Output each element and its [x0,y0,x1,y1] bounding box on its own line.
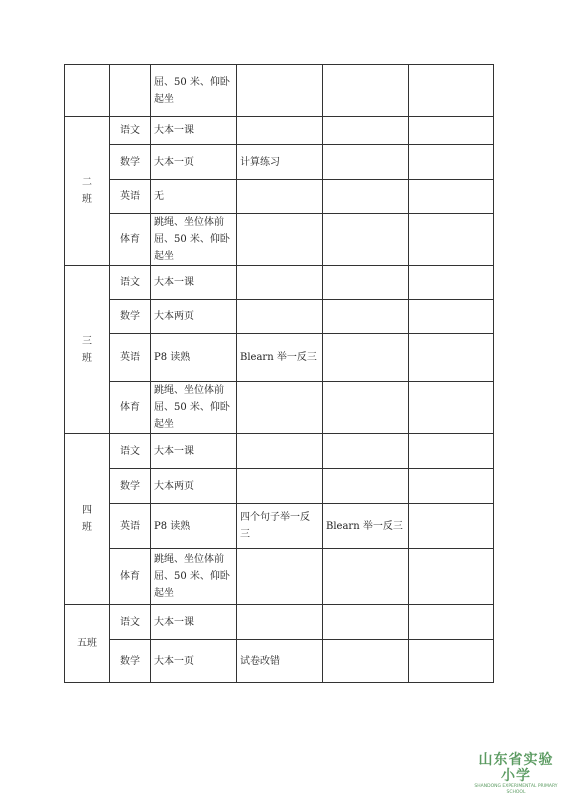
task-cell-1: 无 [151,180,237,214]
subject-cell: 体育 [110,382,151,434]
task-cell-3 [323,640,409,683]
task-cell-1: 跳绳、坐位体前屈、50 米、仰卧起坐 [151,382,237,434]
task-cell-1: 大本一页 [151,640,237,683]
subject-cell: 语文 [110,266,151,300]
task-cell-3 [323,434,409,469]
task-cell-1: 大本一课 [151,117,237,145]
class-cell: 四 班 [65,434,110,605]
task-cell-2 [237,434,323,469]
task-cell-2 [237,214,323,266]
task-cell-4 [409,334,494,382]
class-cell: 三 班 [65,266,110,434]
homework-table [64,64,494,683]
task-cell-3 [323,266,409,300]
table-row [65,334,494,382]
task-cell-2 [237,605,323,640]
school-logo [472,752,560,796]
task-cell-2 [237,266,323,300]
task-cell-4 [409,605,494,640]
task-cell-2 [237,469,323,504]
task-cell-2: 计算练习 [237,145,323,180]
subject-cell: 英语 [110,334,151,382]
task-cell-3 [323,180,409,214]
subject-cell: 体育 [110,214,151,266]
table-row [65,300,494,334]
task-cell-4 [409,214,494,266]
school-logo-english: SHANDONG EXPERIMENTAL PRIMARY SCHOOL [474,784,558,795]
task-cell-3: Blearn 举一反三 [323,504,409,549]
task-cell-1: P8 读熟 [151,334,237,382]
table-row [65,145,494,180]
task-cell-3 [323,334,409,382]
task-cell-2 [237,549,323,605]
task-cell-4 [409,549,494,605]
table-row [65,180,494,214]
task-cell-1: 大本两页 [151,469,237,504]
table-row [65,382,494,434]
task-cell-3 [323,549,409,605]
task-cell-2: Blearn 举一反三 [237,334,323,382]
task-cell-1: 大本一课 [151,266,237,300]
task-cell-1: 大本两页 [151,300,237,334]
task-cell-2: 四个句子举一反三 [237,504,323,549]
subject-cell: 语文 [110,605,151,640]
task-cell-4 [409,180,494,214]
table-row [65,605,494,640]
task-cell-4 [409,300,494,334]
task-cell-1: 大本一课 [151,434,237,469]
subject-cell [110,65,151,117]
subject-cell: 语文 [110,434,151,469]
class-cell: 五班 [65,605,110,683]
task-cell-4 [409,504,494,549]
subject-cell: 语文 [110,117,151,145]
task-cell-3 [323,300,409,334]
school-logo-name: 山东省实验小学 [478,752,554,784]
subject-cell: 数学 [110,145,151,180]
task-cell-4 [409,434,494,469]
subject-cell: 数学 [110,300,151,334]
task-cell-3 [323,605,409,640]
task-cell-3 [323,214,409,266]
task-cell-2 [237,300,323,334]
task-cell-1: 跳绳、坐位体前屈、50 米、仰卧起坐 [151,549,237,605]
subject-cell: 体育 [110,549,151,605]
task-cell-2 [237,65,323,117]
class-cell [65,65,110,117]
table-row [65,117,494,145]
table-row [65,504,494,549]
task-cell-4 [409,65,494,117]
subject-cell: 数学 [110,469,151,504]
table-row [65,65,494,117]
class-cell: 二 班 [65,117,110,266]
table-row [65,549,494,605]
task-cell-4 [409,266,494,300]
task-cell-3 [323,469,409,504]
task-cell-1: P8 读熟 [151,504,237,549]
task-cell-1: 跳绳、坐位体前屈、50 米、仰卧起坐 [151,214,237,266]
task-cell-4 [409,117,494,145]
table-row [65,214,494,266]
task-cell-4 [409,640,494,683]
table-row [65,434,494,469]
task-cell-4 [409,382,494,434]
table-row [65,469,494,504]
task-cell-2 [237,180,323,214]
table-row [65,266,494,300]
task-cell-1: 大本一页 [151,145,237,180]
task-cell-2 [237,382,323,434]
subject-cell: 数学 [110,640,151,683]
task-cell-2: 试卷改错 [237,640,323,683]
task-cell-3 [323,382,409,434]
task-cell-3 [323,117,409,145]
task-cell-3 [323,65,409,117]
table-row [65,640,494,683]
subject-cell: 英语 [110,504,151,549]
task-cell-1: 大本一课 [151,605,237,640]
task-cell-4 [409,469,494,504]
task-cell-3 [323,145,409,180]
subject-cell: 英语 [110,180,151,214]
task-cell-4 [409,145,494,180]
task-cell-1: 屈、50 米、仰卧起坐 [151,65,237,117]
task-cell-2 [237,117,323,145]
